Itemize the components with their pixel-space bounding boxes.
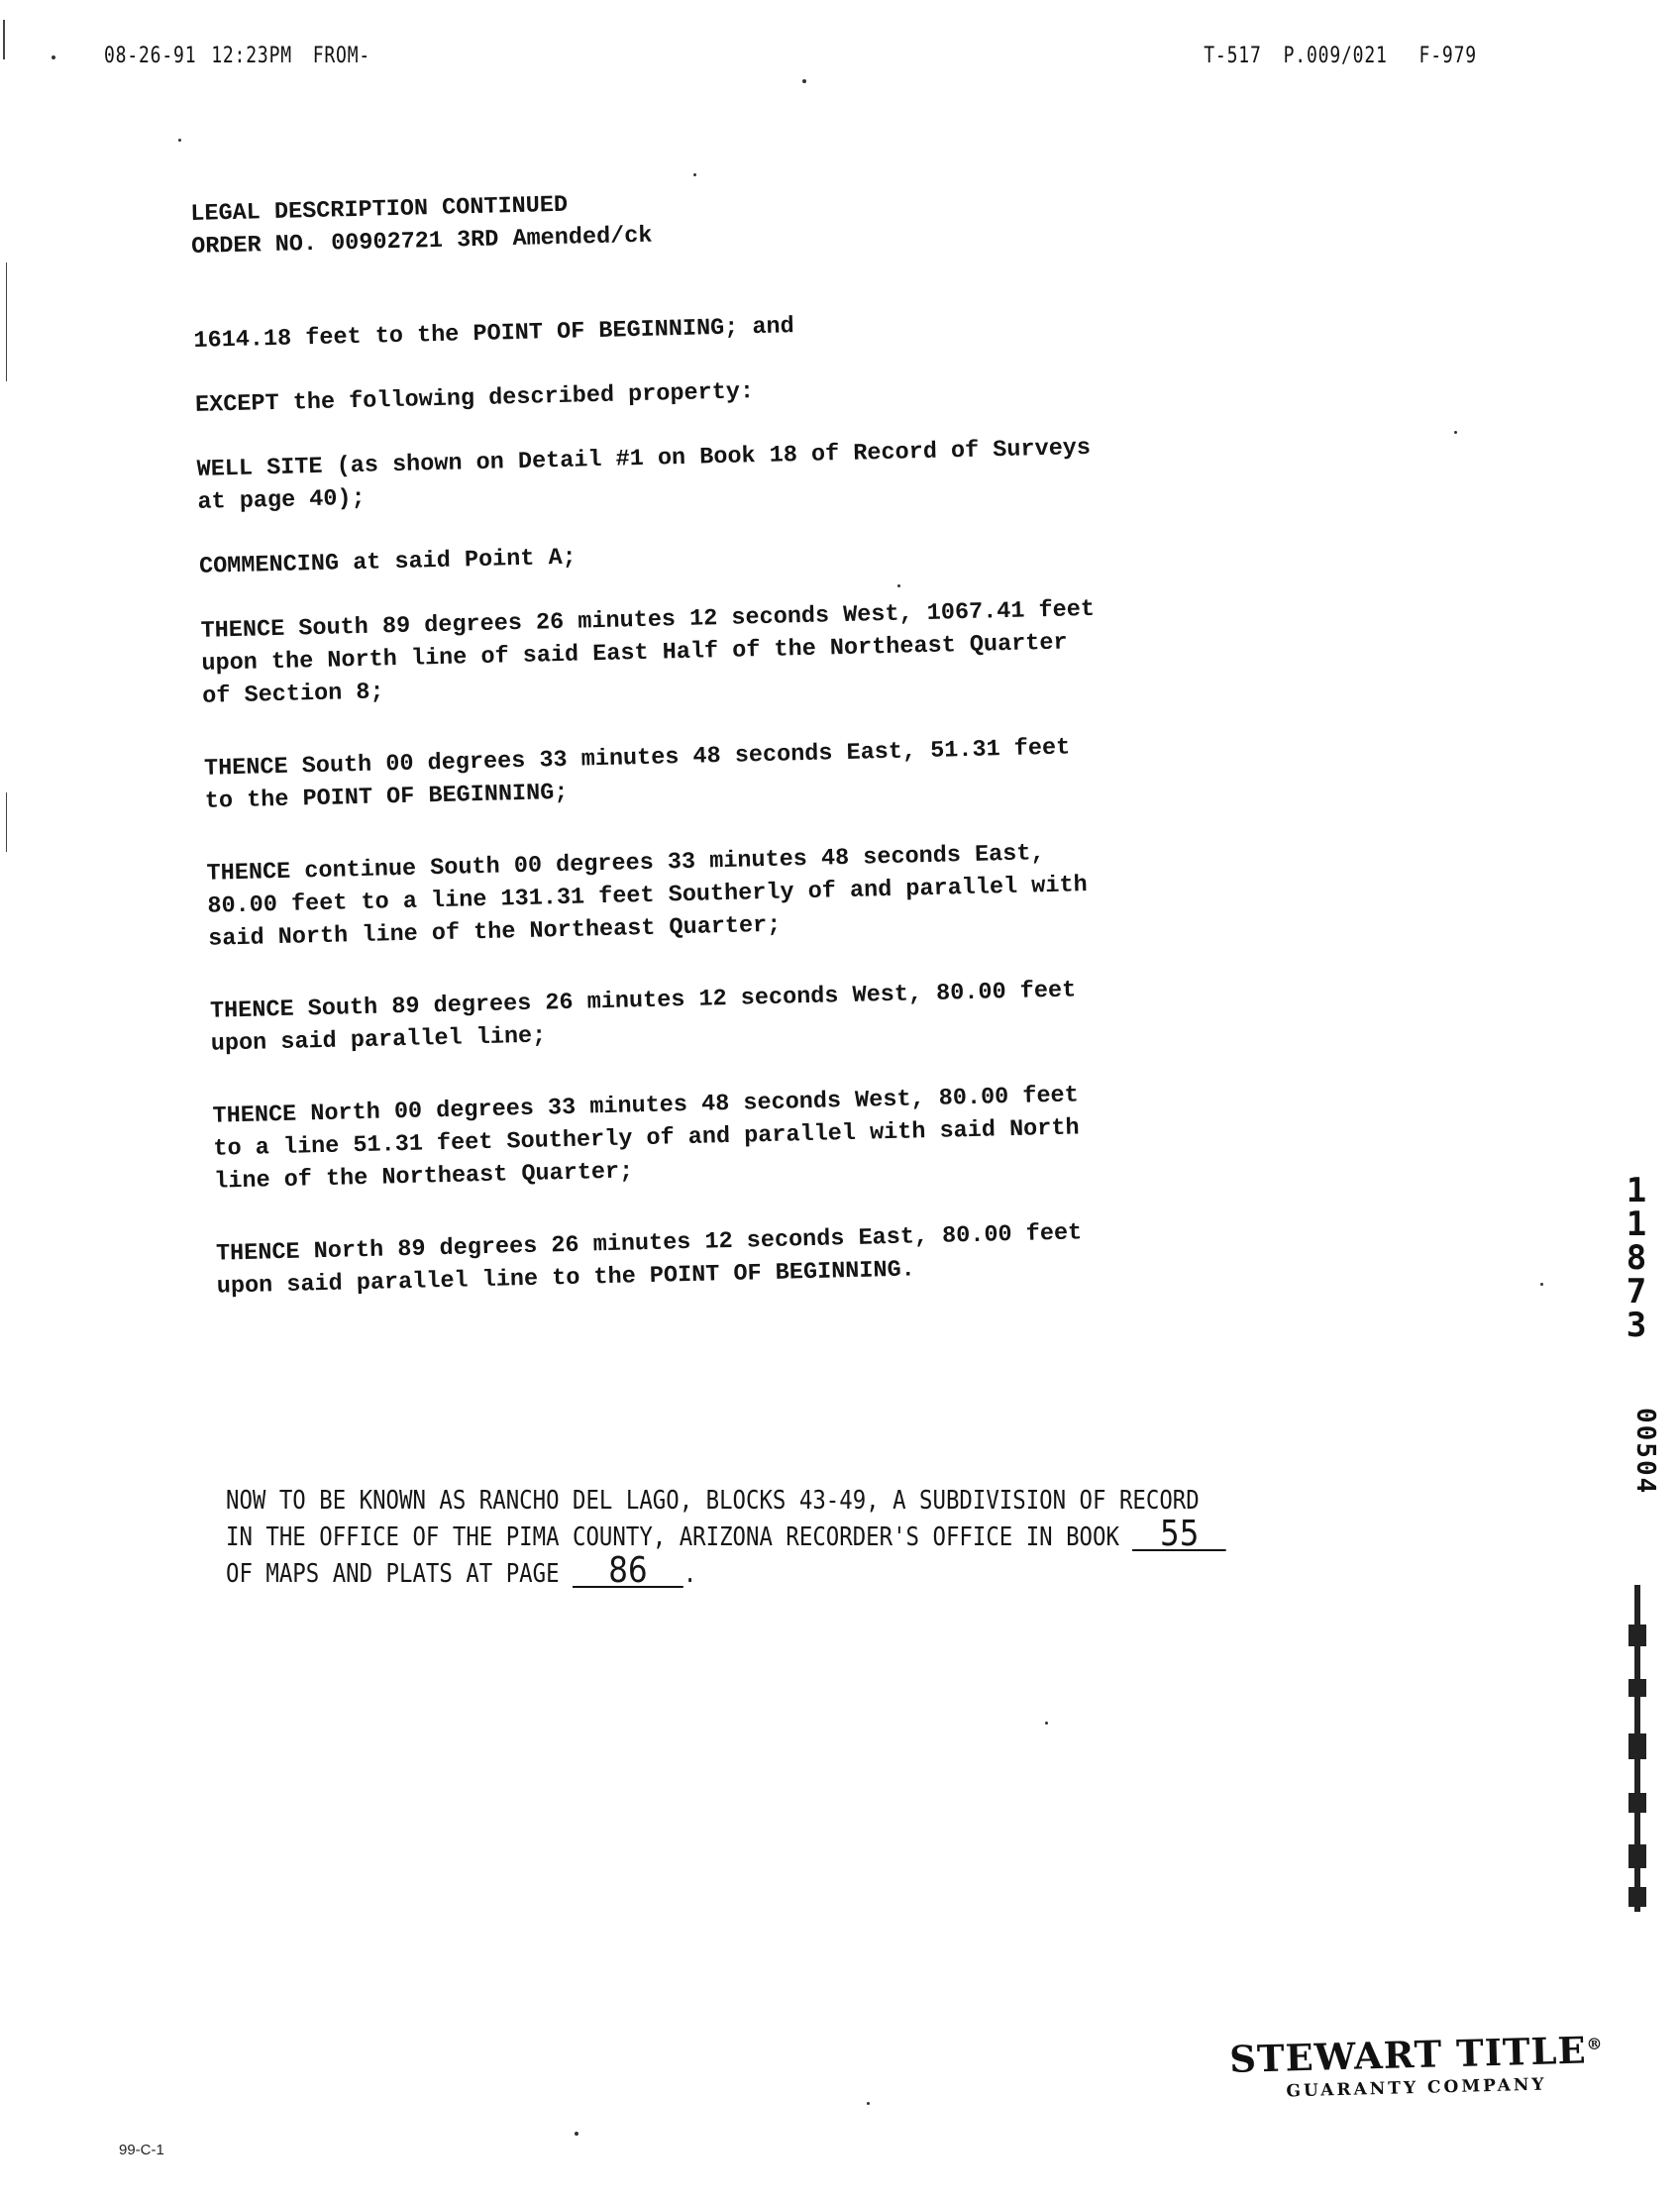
scan-speck bbox=[1454, 431, 1457, 434]
fax-transmission-id: T-517 bbox=[1204, 44, 1262, 68]
fax-time: 12:23PM bbox=[211, 44, 292, 68]
stamp-digit: 1 bbox=[1626, 1171, 1647, 1210]
scan-speck bbox=[897, 584, 900, 587]
book-number-handwritten: 55 bbox=[1132, 1520, 1226, 1551]
scan-speck bbox=[867, 2102, 870, 2105]
page-number-handwritten: 86 bbox=[573, 1556, 683, 1588]
legal-description bbox=[190, 171, 1307, 1304]
fax-from: FROM- bbox=[312, 44, 371, 68]
legal-paragraph: EXCEPT the following described property: bbox=[194, 378, 755, 419]
stamp-digit: 1 bbox=[1626, 1205, 1647, 1244]
fax-page-number: P.009/021 bbox=[1283, 44, 1388, 68]
notice-line: NOW TO BE KNOWN AS RANCHO DEL LAGO, BLOCKS 43-49, A SUBDIVISION OF RECORD bbox=[226, 1486, 1200, 1516]
legal-paragraph: COMMENCING at said Point A; bbox=[198, 544, 578, 580]
registered-mark: ® bbox=[1586, 2034, 1604, 2054]
form-code: 99-C-1 bbox=[119, 2142, 164, 2158]
scan-speck bbox=[802, 79, 806, 83]
legal-paragraph: THENCE continue South 00 degrees 33 minutes 48 seconds East, 80.00 feet to a line 131.31 feet Southerly of and parallel with said North line of the Northeast Quarter; bbox=[206, 840, 1088, 953]
stamp-digit: 3 bbox=[1626, 1306, 1647, 1345]
legal-title: LEGAL DESCRIPTION CONTINUED bbox=[190, 191, 569, 228]
recording-stamp-docket bbox=[1617, 1171, 1656, 1345]
scan-edge-mark bbox=[3, 20, 5, 59]
legal-paragraph: THENCE North 89 degrees 26 minutes 12 seconds East, 80.00 feet upon said parallel line to the POINT OF BEGINNING. bbox=[215, 1219, 1083, 1301]
notice-line bbox=[226, 1514, 1333, 1556]
notice-line-text: OF MAPS AND PLATS AT PAGE bbox=[226, 1559, 560, 1589]
logo-main-text: STEWART TITLE bbox=[1228, 2028, 1588, 2081]
scan-edge-mark bbox=[6, 792, 7, 852]
subdivision-notice bbox=[226, 1483, 1333, 1593]
scan-speck bbox=[52, 55, 55, 59]
stewart-title-logo bbox=[1208, 2028, 1625, 2112]
stamp-digit: 8 bbox=[1626, 1238, 1647, 1278]
order-number: ORDER NO. 00902721 3RD Amended/ck bbox=[190, 222, 653, 261]
fax-date: 08-26-91 bbox=[103, 44, 197, 68]
scan-speck bbox=[178, 139, 181, 142]
scan-speck bbox=[693, 173, 696, 176]
fax-form-number: F-979 bbox=[1418, 44, 1477, 68]
fax-header bbox=[0, 44, 1477, 77]
legal-paragraph: THENCE South 89 degrees 26 minutes 12 seconds West, 80.00 feet upon said parallel line; bbox=[209, 977, 1077, 1058]
notice-period: . bbox=[682, 1559, 697, 1589]
legal-paragraph: THENCE North 00 degrees 33 minutes 48 seconds West, 80.00 feet to a line 51.31 feet Southerly of and parallel with said North line of the Northeast Quarter; bbox=[212, 1082, 1080, 1196]
scan-speck bbox=[1540, 1283, 1543, 1286]
scan-edge-mark bbox=[6, 262, 7, 381]
scan-speck bbox=[575, 2132, 578, 2136]
scan-speck bbox=[1045, 1722, 1048, 1725]
legal-paragraph: WELL SITE (as shown on Detail #1 on Book 18 of Record of Surveys at page 40); bbox=[196, 434, 1092, 516]
recording-stamp-bars bbox=[1627, 1585, 1648, 1912]
notice-line bbox=[226, 1550, 1333, 1593]
legal-paragraph: THENCE South 89 degrees 26 minutes 12 seconds West, 1067.41 feet upon the North line of said East Half of the Northeast Quarter of Section 8; bbox=[200, 595, 1096, 710]
notice-line-text: IN THE OFFICE OF THE PIMA COUNTY, ARIZONA RECORDER'S OFFICE IN BOOK bbox=[226, 1522, 1119, 1552]
stamp-digit: 7 bbox=[1626, 1272, 1647, 1311]
recording-stamp-page: 00504 bbox=[1630, 1407, 1660, 1496]
logo-subtitle: GUARANTY COMPANY bbox=[1286, 2074, 1547, 2102]
legal-paragraph: THENCE South 00 degrees 33 minutes 48 seconds East, 51.31 feet to the POINT OF BEGINNING; bbox=[203, 734, 1071, 815]
legal-paragraph: 1614.18 feet to the POINT OF BEGINNING; and bbox=[193, 313, 795, 355]
